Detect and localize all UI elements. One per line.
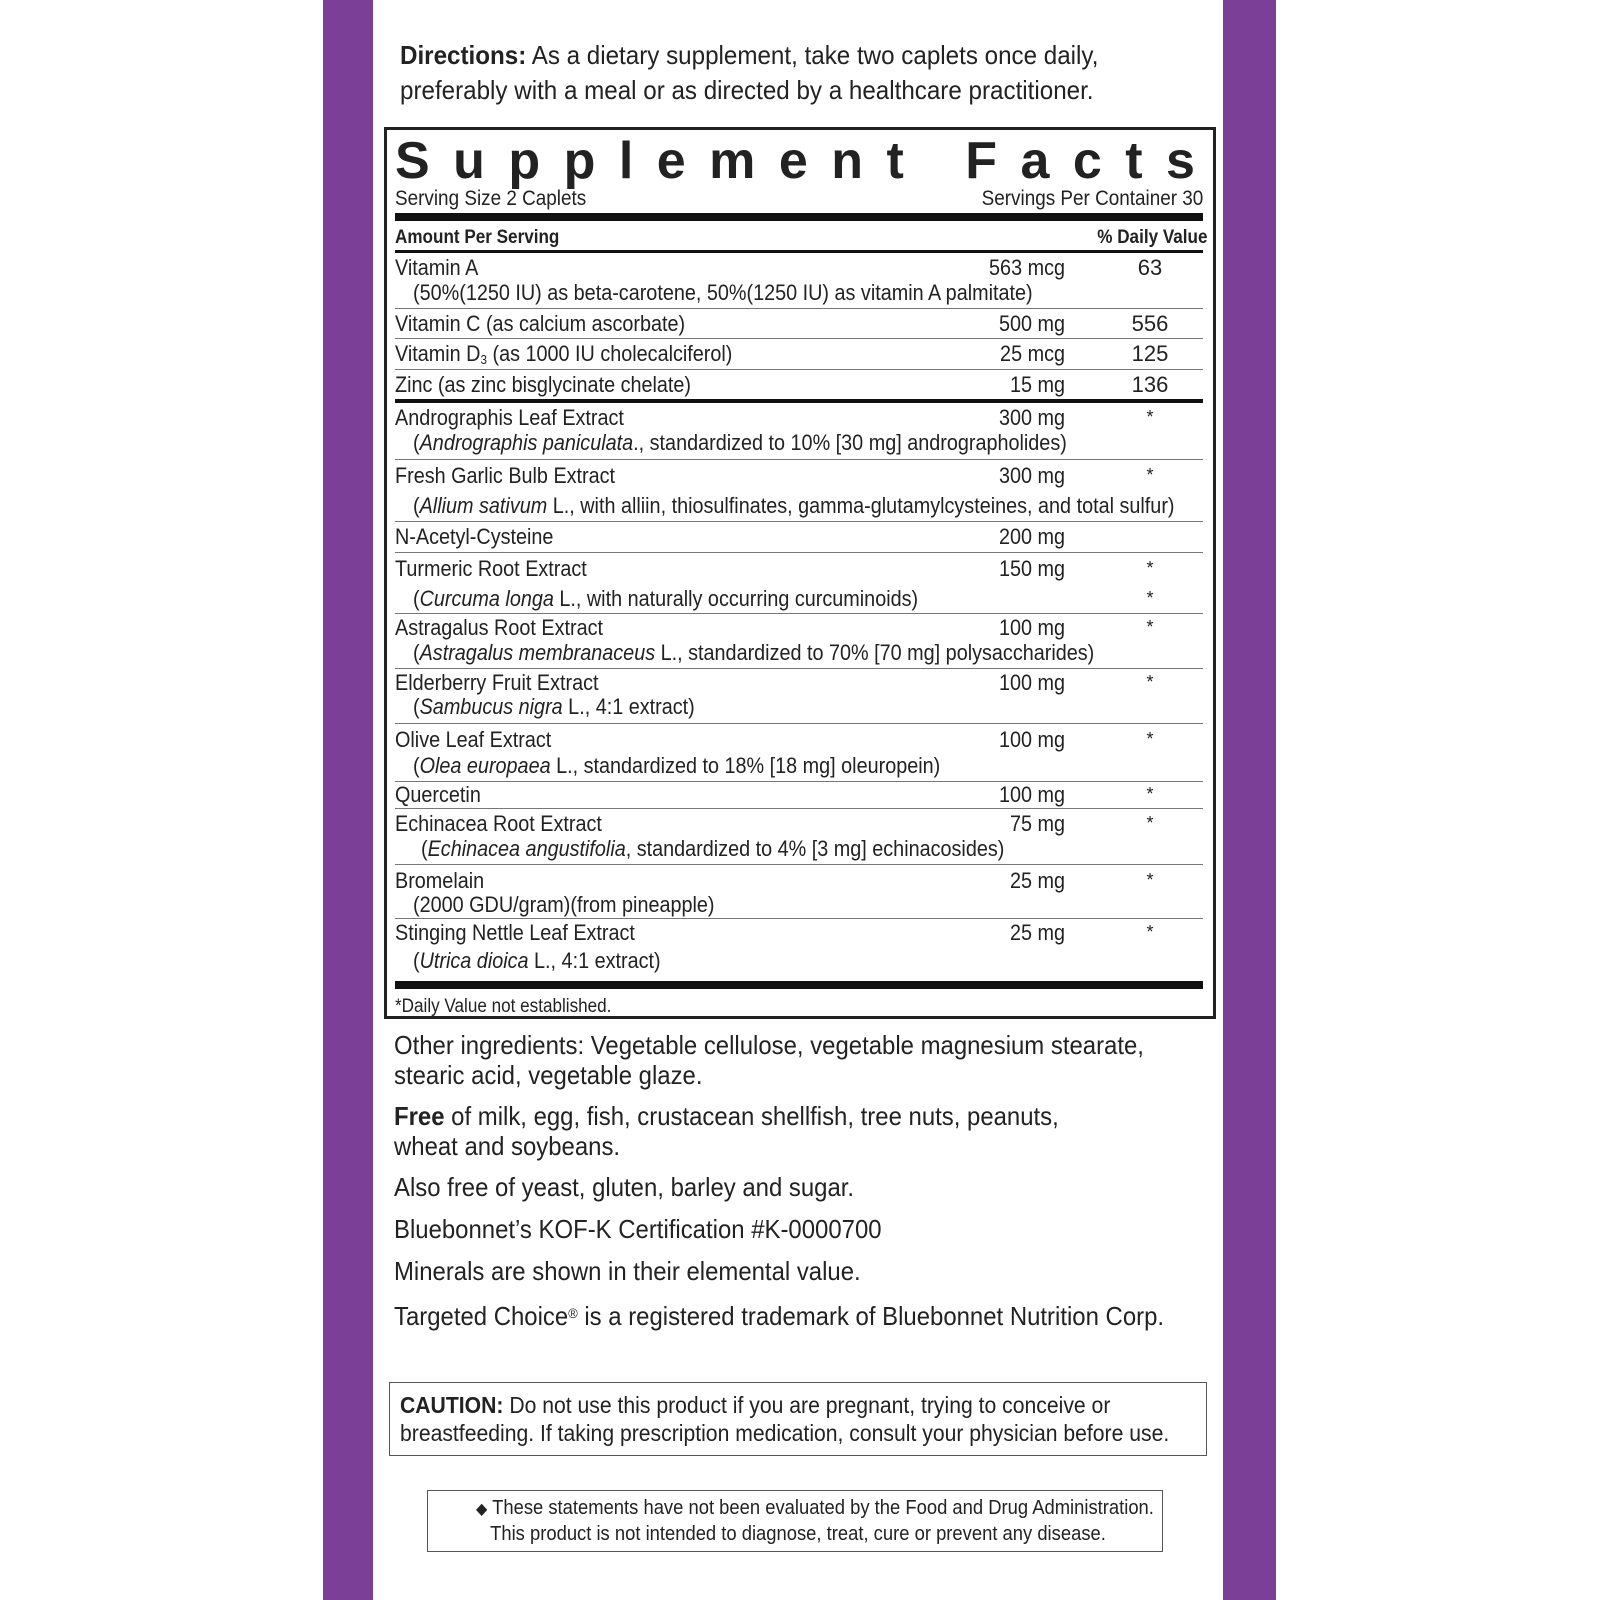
daily-value-footnote: *Daily Value not established. <box>395 996 612 1017</box>
medium-rule <box>395 250 1203 253</box>
minerals-statement: Minerals are shown in their elemental value. <box>394 1256 861 1286</box>
other-ingredients: Other ingredients: Vegetable cellulose, vegetable magnesium stearate, stearic acid, vegetable glaze. <box>394 1030 1144 1090</box>
thick-rule <box>395 981 1203 989</box>
also-free-statement: Also free of yeast, gluten, barley and sugar. <box>394 1172 855 1202</box>
table-row-astragalus: Astragalus Root Extract (Astragalus membranaceus L., standardized to 70% [70 mg] polysaccharides) 100 mg * <box>395 613 1203 668</box>
table-row-turmeric: Turmeric Root Extract (Curcuma longa L., with naturally occurring curcuminoids) 150 mg * * <box>395 552 1203 613</box>
diamond-bullet-icon: ◆ <box>476 1501 488 1518</box>
table-row-nac: N-Acetyl-Cysteine 200 mg <box>395 521 1203 552</box>
thick-rule <box>395 213 1203 221</box>
supplement-facts-panel <box>384 127 1216 1019</box>
table-row-elderberry: Elderberry Fruit Extract (Sambucus nigra L., 4:1 extract) 100 mg * <box>395 668 1203 723</box>
table-row-vitamin-c: Vitamin C (as calcium ascorbate) 500 mg 556 <box>395 308 1203 338</box>
table-row-bromelain: Bromelain (2000 GDU/gram)(from pineapple) 25 mg * <box>395 864 1203 918</box>
table-row-olive-leaf: Olive Leaf Extract (Olea europaea L., standardized to 18% [18 mg] oleuropein) 100 mg * <box>395 723 1203 781</box>
directions-label: Directions: <box>400 40 527 70</box>
caution-box <box>389 1382 1207 1456</box>
caution-text: CAUTION: Do not use this product if you are pregnant, trying to conceive or breastfeeding. If taking prescription medication, consult your physician before use. <box>400 1392 1170 1446</box>
table-row-stinging-nettle: Stinging Nettle Leaf Extract (Utrica dioica L., 4:1 extract) 25 mg * <box>395 918 1203 978</box>
allergen-free-statement: Free of milk, egg, fish, crustacean shellfish, tree nuts, peanuts, wheat and soybeans. <box>394 1101 1059 1161</box>
right-purple-band <box>1223 0 1276 1600</box>
servings-per-container: Servings Per Container 30 <box>981 187 1203 210</box>
fda-disclaimer-box <box>427 1490 1163 1552</box>
fda-disclaimer-text: ◆ These statements have not been evaluated by the Food and Drug Administration. This product is not intended to diagnose, treat, cure or prevent any disease. <box>476 1497 1154 1545</box>
serving-size: Serving Size 2 Caplets <box>395 187 587 210</box>
table-row-andrographis: Andrographis Leaf Extract (Andrographis paniculata., standardized to 10% [30 mg] andrographolides) 300 mg * <box>395 405 1154 455</box>
daily-value-header: % Daily Value <box>1097 227 1208 248</box>
table-row-quercetin: Quercetin 100 mg * <box>395 781 1203 808</box>
amount-per-serving-header: Amount Per Serving <box>395 227 560 248</box>
table-row-vitamin-a: Vitamin A (50%(1250 IU) as beta-carotene, 50%(1250 IU) as vitamin A palmitate) 563 mcg 63 <box>395 255 1163 305</box>
kof-k-certification: Bluebonnet’s KOF-K Certification #K-0000700 <box>394 1214 882 1244</box>
trademark-statement: Targeted Choice® is a registered trademark of Bluebonnet Nutrition Corp. <box>394 1301 1165 1331</box>
left-purple-band <box>323 0 373 1600</box>
table-row-echinacea: Echinacea Root Extract (Echinacea angustifolia, standardized to 4% [3 mg] echinacosides) 75 mg * <box>395 808 1203 864</box>
table-row-zinc: Zinc (as zinc bisglycinate chelate) 15 mg 136 <box>395 369 1203 399</box>
supplement-facts-title: S u p p l e m e n t F a c t s <box>395 132 1195 190</box>
table-row-garlic: Fresh Garlic Bulb Extract (Allium sativum L., with alliin, thiosulfinates, gamma-glutamylcysteines, and total sulfur) 300 mg * <box>395 459 1203 521</box>
table-row-vitamin-d3: Vitamin D3 (as 1000 IU cholecalciferol) 25 mcg 125 <box>395 338 1203 369</box>
directions-text: Directions: As a dietary supplement, take two caplets once daily, preferably with a meal or as directed by a healthcare practitioner. <box>400 40 1099 105</box>
